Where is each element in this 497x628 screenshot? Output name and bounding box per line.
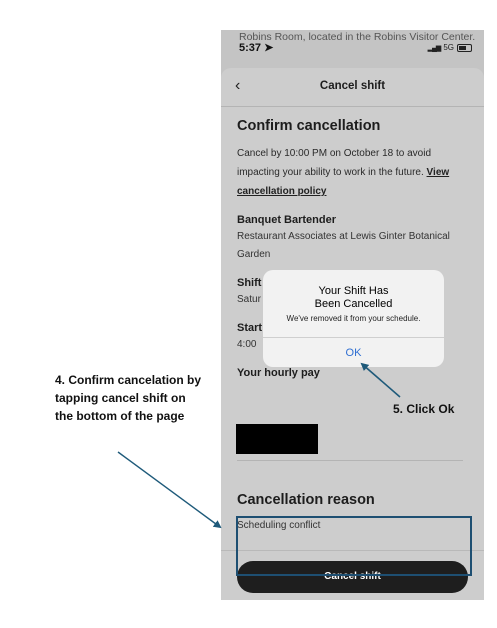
overlay-text: Robins Room, located in the Robins Visitor Center. [239, 31, 476, 43]
location-arrow-icon: ➤ [264, 42, 274, 54]
shift-venue: Restaurant Associates at Lewis Ginter Botanical Garden [237, 231, 450, 260]
reason-heading: Cancellation reason [237, 492, 375, 508]
shift-role: Banquet Bartender [237, 214, 337, 226]
page-title: Cancel shift [319, 80, 386, 92]
network-label: 5G [443, 43, 454, 52]
hourly-pay-label: Your hourly pay [237, 367, 320, 379]
alert-ok-button[interactable]: OK [345, 347, 362, 359]
shift-label: Shift [237, 277, 262, 289]
cancel-shift-button[interactable]: Cancel shift [237, 561, 468, 593]
alert-message: We've removed it from your schedule. [286, 314, 421, 323]
reason-value: Scheduling conflict [237, 520, 321, 531]
step5-arrow [362, 364, 400, 397]
signal-icon: ▂▄▆ [427, 44, 441, 52]
confirm-heading: Confirm cancellation [237, 118, 381, 134]
status-time: 5:37 ➤ [239, 42, 274, 54]
shift-value: Satur [237, 294, 261, 305]
confirm-body-text: Cancel by 10:00 PM on October 18 to avoid impacting your ability to work in the future. [237, 148, 432, 178]
cancellation-policy-link[interactable]: View cancellation policy [237, 167, 450, 197]
step5-annotation: 5. Click Ok [393, 402, 455, 416]
alert-title-line2: Been Cancelled [314, 298, 393, 310]
step4-arrow [118, 452, 220, 527]
start-label: Start [237, 322, 263, 334]
alert-title-line1: Your Shift Has [318, 285, 389, 297]
chevron-left-icon: ‹ [235, 77, 241, 94]
step4-annotation: 4. Confirm cancelation by tapping cancel shift on the bottom of the page [55, 373, 202, 423]
start-value: 4:00 [237, 339, 257, 350]
